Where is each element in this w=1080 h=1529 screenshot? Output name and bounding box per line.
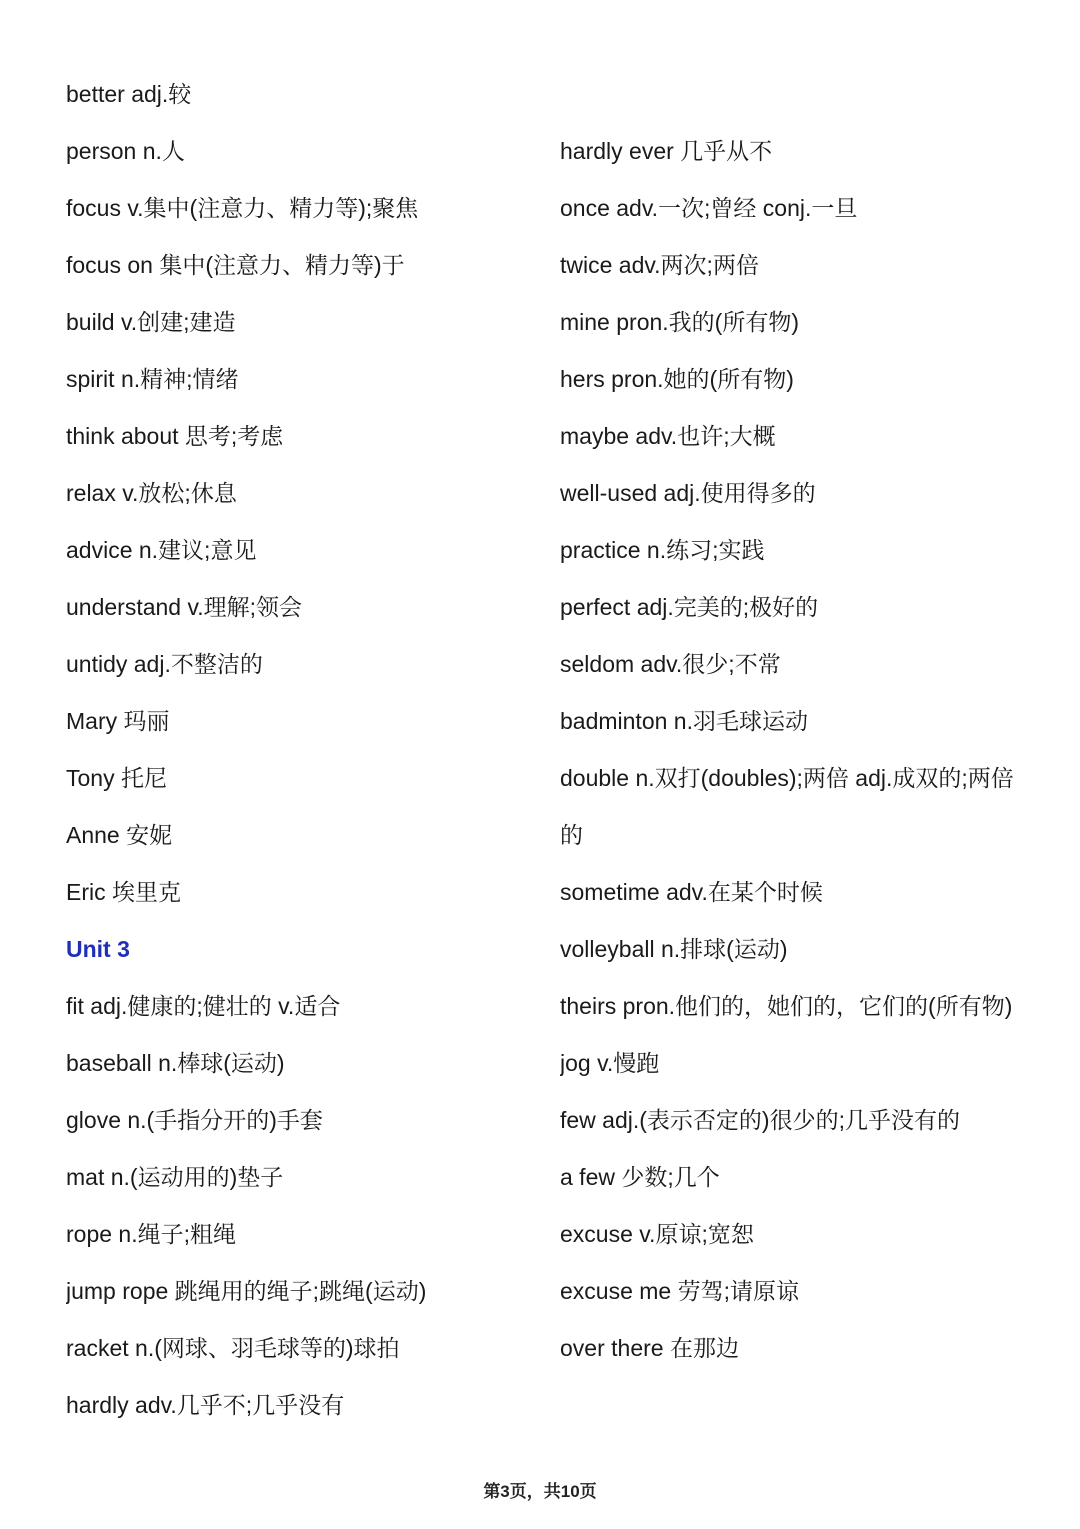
vocab-entry: hardly ever 几乎从不	[560, 138, 773, 164]
vocab-entry: fit adj.健康的;健壮的 v.适合	[66, 993, 341, 1019]
vocab-entry: focus v.集中(注意力、精力等);聚焦	[66, 195, 419, 221]
vocab-entry: double n.双打(doubles);两倍 adj.成双的;两倍的	[560, 765, 1014, 848]
vocab-entry: Tony 托尼	[66, 765, 167, 791]
vocab-entry: mine pron.我的(所有物)	[560, 309, 799, 335]
vocab-entry: baseball n.棒球(运动)	[66, 1050, 285, 1076]
vocab-entry: Anne 安妮	[66, 822, 173, 848]
vocab-entry: once adv.一次;曾经 conj.一旦	[560, 195, 858, 221]
vocab-entry: twice adv.两次;两倍	[560, 252, 759, 278]
column-spacer	[560, 66, 1030, 123]
page-number-footer: 第3页，共10页	[483, 1482, 597, 1501]
vocab-entry: over there 在那边	[560, 1335, 739, 1361]
vocab-entry: racket n.(网球、羽毛球等的)球拍	[66, 1335, 400, 1361]
unit-heading: Unit 3	[66, 936, 130, 962]
vocab-entry: excuse v.原谅;宽恕	[560, 1221, 754, 1247]
vocab-entry: hardly adv.几乎不;几乎没有	[66, 1392, 345, 1418]
vocab-entry: practice n.练习;实践	[560, 537, 765, 563]
vocab-entry: person n.人	[66, 138, 185, 164]
vocab-entry: hers pron.她的(所有物)	[560, 366, 794, 392]
right-vocabulary-column	[560, 66, 1030, 1377]
vocab-entry: mat n.(运动用的)垫子	[66, 1164, 284, 1190]
vocab-entry: maybe adv.也许;大概	[560, 423, 776, 449]
vocab-entry: understand v.理解;领会	[66, 594, 303, 620]
vocab-entry: jog v.慢跑	[560, 1050, 660, 1076]
vocab-entry: theirs pron.他们的，她们的，它们的(所有物)	[560, 993, 1013, 1019]
vocab-entry: relax v.放松;休息	[66, 480, 237, 506]
vocab-entry: badminton n.羽毛球运动	[560, 708, 808, 734]
left-vocabulary-column	[66, 66, 526, 1434]
vocab-entry: advice n.建议;意见	[66, 537, 257, 563]
vocab-entry: Mary 玛丽	[66, 708, 170, 734]
vocab-entry: focus on 集中(注意力、精力等)于	[66, 252, 405, 278]
vocab-entry: sometime adv.在某个时候	[560, 879, 823, 905]
vocab-entry: glove n.(手指分开的)手套	[66, 1107, 323, 1133]
vocab-entry: untidy adj.不整洁的	[66, 651, 263, 677]
vocab-entry: jump rope 跳绳用的绳子;跳绳(运动)	[66, 1278, 427, 1304]
vocab-entry: think about 思考;考虑	[66, 423, 284, 449]
vocab-entry: better adj.较	[66, 81, 192, 107]
vocab-entry: well-used adj.使用得多的	[560, 480, 816, 506]
vocab-entry: rope n.绳子;粗绳	[66, 1221, 236, 1247]
vocab-entry: few adj.(表示否定的)很少的;几乎没有的	[560, 1107, 960, 1133]
vocab-entry: Eric 埃里克	[66, 879, 181, 905]
vocab-entry: a few 少数;几个	[560, 1164, 720, 1190]
vocab-entry: spirit n.精神;情绪	[66, 366, 239, 392]
vocab-entry: perfect adj.完美的;极好的	[560, 594, 819, 620]
vocab-entry: seldom adv.很少;不常	[560, 651, 781, 677]
vocab-entry: volleyball n.排球(运动)	[560, 936, 788, 962]
vocab-entry: excuse me 劳驾;请原谅	[560, 1278, 799, 1304]
vocab-entry: build v.创建;建造	[66, 309, 236, 335]
